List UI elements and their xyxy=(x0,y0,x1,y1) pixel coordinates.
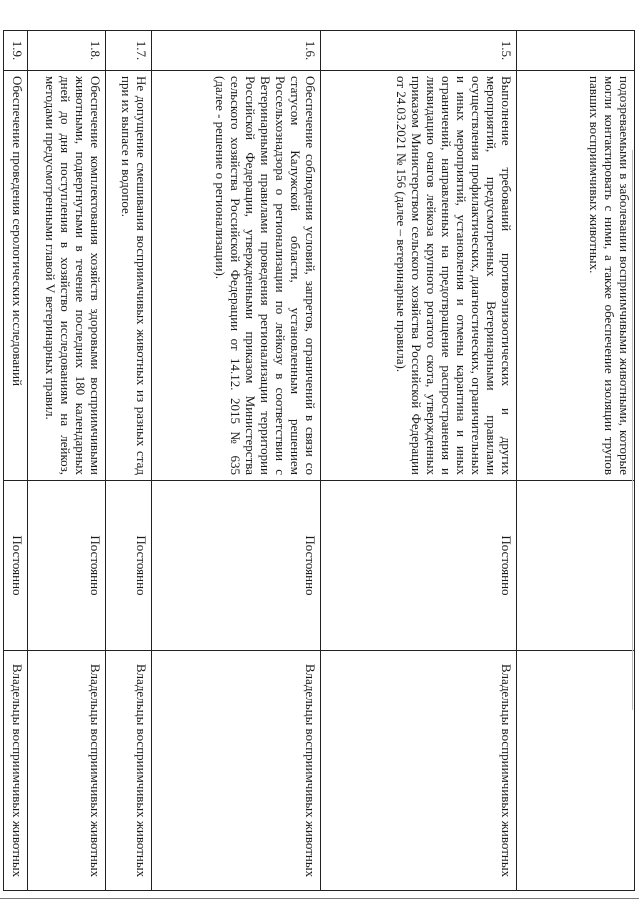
measure-text: Обеспечение проведения серологических исследований xyxy=(4,71,28,481)
row-number: 1.9. xyxy=(4,31,28,71)
measure-text: Обеспечение соблюдения условий, запретов, ограничений в связи со статусом Калужской области, установленным решением Россельхознадзора о регионализации по лейкозу в соответствии с Ветеринарными правилами проведения регионализации территории Российской Федерации, утвержденными приказом Министерства сельского хозяйства Российской Федерации от 14.12. 2015 № 635 (далее - решение о регионализации). xyxy=(152,71,321,481)
term-cell: Постоянно xyxy=(321,481,517,651)
responsible-cell: Владельцы восприимчивых животных xyxy=(321,651,517,891)
responsible-cell: Владельцы восприимчивых животных xyxy=(106,651,152,891)
footer-divider xyxy=(0,898,639,899)
table-row xyxy=(106,31,152,891)
term-cell xyxy=(517,481,635,651)
term-cell: Постоянно xyxy=(28,481,106,651)
responsible-cell: Владельцы восприимчивых животных xyxy=(28,651,106,891)
responsible-cell: Владельцы восприимчивых животных xyxy=(152,651,321,891)
term-cell: Постоянно xyxy=(152,481,321,651)
measure-text: Выполнение требований противоэпизоотических и других мероприятий, предусмотренных Ветеринарными правилами осуществления профилактических, диагностических, ограничительных и иных мероприятий, установления и отмены карантина и иных ограничений, направленных на предотвращение распространения и ликвидацию очагов лейкоза крупного рогатого скота, утвержденных приказом Министерством сельского хозяйства Российской Федерации от 24.03.2021 № 156 (далее – ветеринарные правила). xyxy=(321,71,517,481)
table-row xyxy=(152,31,321,891)
table-row xyxy=(321,31,517,891)
rotated-table-wrapper xyxy=(10,30,635,890)
page-edge-line xyxy=(632,150,633,710)
measure-text: Обеспечение комплектования хозяйств здоровыми восприимчивыми животными, подвергнутыми в течение последних 180 календарных дней до дня поступления в хозяйство исследованиям на лейкоз, методами предусмотренными главой V ветеринарных правил. xyxy=(28,71,106,481)
row-number xyxy=(517,31,635,71)
responsible-cell xyxy=(517,651,635,891)
row-number: 1.7. xyxy=(106,31,152,71)
measure-text: Не допущение смешивания восприимчивых животных из разных стад при их выпасе и водопое. xyxy=(106,71,152,481)
table-row xyxy=(517,31,635,891)
measures-table xyxy=(3,30,635,891)
table-row xyxy=(28,31,106,891)
term-cell: Постоянно xyxy=(4,481,28,651)
table-row xyxy=(4,31,28,891)
responsible-cell: Владельцы восприимчивых животных xyxy=(4,651,28,891)
measure-text: подозреваемыми в заболевании восприимчивыми животными, которые могли контактировать с ними, а также обеспечение изоляции трупов павших восприимчивых животных. xyxy=(517,71,635,481)
term-cell: Постоянно xyxy=(106,481,152,651)
row-number: 1.8. xyxy=(28,31,106,71)
row-number: 1.5. xyxy=(321,31,517,71)
row-number: 1.6. xyxy=(152,31,321,71)
